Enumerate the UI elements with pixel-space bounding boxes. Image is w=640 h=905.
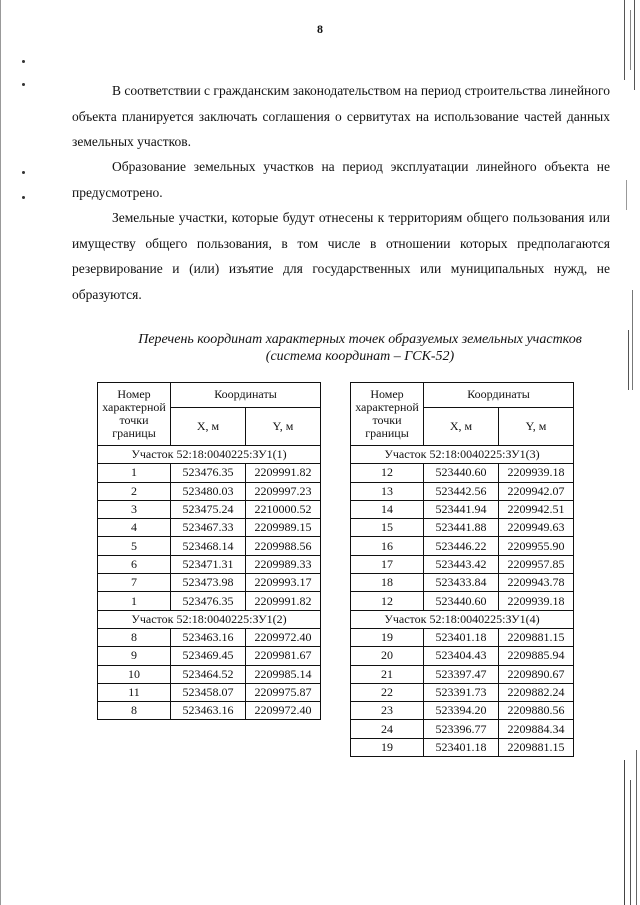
x-coordinate-cell: 523391.73 (424, 683, 499, 701)
section-title: Участок 52:18:0040225:ЗУ1(3) (351, 446, 574, 464)
y-coordinate-cell: 2209890.67 (499, 665, 574, 683)
header-coordinates: Координаты (424, 383, 574, 408)
y-coordinate-cell: 2209997.23 (246, 482, 321, 500)
x-coordinate-cell: 523401.18 (424, 628, 499, 646)
header-point-number: Номер характерной точки границы (98, 383, 171, 446)
section-title: Участок 52:18:0040225:ЗУ1(2) (98, 610, 321, 628)
x-coordinate-cell: 523394.20 (424, 702, 499, 720)
point-number-cell: 4 (98, 519, 171, 537)
point-number-cell: 11 (98, 683, 171, 701)
point-number-cell: 19 (351, 628, 424, 646)
y-coordinate-cell: 2209881.15 (499, 628, 574, 646)
x-coordinate-cell: 523473.98 (171, 574, 246, 592)
table-row (351, 464, 574, 482)
point-number-cell: 10 (98, 665, 171, 683)
table-row (98, 464, 321, 482)
y-coordinate-cell: 2209942.51 (499, 500, 574, 518)
scan-left-edge (0, 0, 2, 905)
x-coordinate-cell: 523464.52 (171, 665, 246, 683)
table-row (351, 628, 574, 646)
y-coordinate-cell: 2209942.07 (499, 482, 574, 500)
table-row (351, 519, 574, 537)
coordinates-table-right (350, 382, 574, 757)
x-coordinate-cell: 523480.03 (171, 482, 246, 500)
table-row (351, 537, 574, 555)
x-coordinate-cell: 523440.60 (424, 592, 499, 610)
header-coordinates: Координаты (171, 383, 321, 408)
scan-right-edge (620, 0, 640, 905)
point-number-cell: 1 (98, 464, 171, 482)
x-coordinate-cell: 523401.18 (424, 738, 499, 756)
table-row (98, 628, 321, 646)
point-number-cell: 2 (98, 482, 171, 500)
section-row (98, 610, 321, 628)
table-row (351, 665, 574, 683)
table-row (98, 482, 321, 500)
table-row (98, 592, 321, 610)
point-number-cell: 7 (98, 574, 171, 592)
point-number-cell: 20 (351, 647, 424, 665)
caption-line-1: Перечень координат характерных точек образуемых земельных участков (138, 332, 582, 347)
point-number-cell: 24 (351, 720, 424, 738)
table-body (351, 446, 574, 757)
table-row (351, 720, 574, 738)
table-row (98, 537, 321, 555)
point-number-cell: 12 (351, 592, 424, 610)
x-coordinate-cell: 523443.42 (424, 555, 499, 573)
x-coordinate-cell: 523463.16 (171, 628, 246, 646)
table-row (98, 519, 321, 537)
table-body (98, 446, 321, 720)
table-row (98, 683, 321, 701)
table-row (98, 555, 321, 573)
table-row (351, 482, 574, 500)
point-number-cell: 3 (98, 500, 171, 518)
x-coordinate-cell: 523471.31 (171, 555, 246, 573)
header-point-number: Номер характерной точки границы (351, 383, 424, 446)
table-row (351, 738, 574, 756)
page-number: 8 (317, 22, 323, 36)
table-row (351, 592, 574, 610)
x-coordinate-cell: 523469.45 (171, 647, 246, 665)
x-coordinate-cell: 523440.60 (424, 464, 499, 482)
y-coordinate-cell: 2209988.56 (246, 537, 321, 555)
point-number-cell: 8 (98, 628, 171, 646)
x-coordinate-cell: 523442.56 (424, 482, 499, 500)
table-row (98, 665, 321, 683)
table-row (351, 702, 574, 720)
y-coordinate-cell: 2209943.78 (499, 574, 574, 592)
point-number-cell: 8 (98, 702, 171, 720)
table-row (98, 702, 321, 720)
point-number-cell: 19 (351, 738, 424, 756)
scan-speck (22, 171, 25, 174)
y-coordinate-cell: 2209885.94 (499, 647, 574, 665)
paragraph-exploitation (72, 154, 610, 205)
section-title: Участок 52:18:0040225:ЗУ1(4) (351, 610, 574, 628)
point-number-cell: 9 (98, 647, 171, 665)
y-coordinate-cell: 2209939.18 (499, 592, 574, 610)
point-number-cell: 17 (351, 555, 424, 573)
y-coordinate-cell: 2209955.90 (499, 537, 574, 555)
point-number-cell: 23 (351, 702, 424, 720)
x-coordinate-cell: 523458.07 (171, 683, 246, 701)
x-coordinate-cell: 523433.84 (424, 574, 499, 592)
y-coordinate-cell: 2209981.67 (246, 647, 321, 665)
coordinates-table-left (97, 382, 321, 720)
point-number-cell: 6 (98, 555, 171, 573)
y-coordinate-cell: 2209884.34 (499, 720, 574, 738)
y-coordinate-cell: 2209989.15 (246, 519, 321, 537)
x-coordinate-cell: 523441.94 (424, 500, 499, 518)
x-coordinate-cell: 523476.35 (171, 464, 246, 482)
y-coordinate-cell: 2209957.85 (499, 555, 574, 573)
y-coordinate-cell: 2209991.82 (246, 592, 321, 610)
paragraph-text: Образование земельных участков на период эксплуатации линейного объекта не предусмотрено. (72, 159, 610, 200)
x-coordinate-cell: 523475.24 (171, 500, 246, 518)
x-coordinate-cell: 523463.16 (171, 702, 246, 720)
x-coordinate-cell: 523441.88 (424, 519, 499, 537)
point-number-cell: 14 (351, 500, 424, 518)
table-row (351, 500, 574, 518)
section-row (351, 446, 574, 464)
y-coordinate-cell: 2209991.82 (246, 464, 321, 482)
point-number-cell: 12 (351, 464, 424, 482)
point-number-cell: 16 (351, 537, 424, 555)
table-row (351, 555, 574, 573)
section-title: Участок 52:18:0040225:ЗУ1(1) (98, 446, 321, 464)
scan-speck (22, 60, 25, 63)
header-x: X, м (424, 407, 499, 445)
header-y: Y, м (246, 407, 321, 445)
header-y: Y, м (499, 407, 574, 445)
y-coordinate-cell: 2210000.52 (246, 500, 321, 518)
y-coordinate-cell: 2209972.40 (246, 702, 321, 720)
y-coordinate-cell: 2209975.87 (246, 683, 321, 701)
section-row (351, 610, 574, 628)
x-coordinate-cell: 523468.14 (171, 537, 246, 555)
point-number-cell: 22 (351, 683, 424, 701)
paragraph-servitude (72, 78, 610, 155)
paragraph-text: Земельные участки, которые будут отнесены к территориям общего пользования или имуществу общего пользования, в том числе в отношении которых предполагаются резервирование и (или) изъятие для государственных или муниципальных нужд, не образуются. (72, 210, 610, 302)
x-coordinate-cell: 523404.43 (424, 647, 499, 665)
x-coordinate-cell: 523446.22 (424, 537, 499, 555)
y-coordinate-cell: 2209989.33 (246, 555, 321, 573)
point-number-cell: 15 (351, 519, 424, 537)
point-number-cell: 5 (98, 537, 171, 555)
x-coordinate-cell: 523476.35 (171, 592, 246, 610)
table-row (351, 647, 574, 665)
y-coordinate-cell: 2209939.18 (499, 464, 574, 482)
y-coordinate-cell: 2209882.24 (499, 683, 574, 701)
table-row (98, 647, 321, 665)
section-row (98, 446, 321, 464)
x-coordinate-cell: 523396.77 (424, 720, 499, 738)
table-row (98, 574, 321, 592)
x-coordinate-cell: 523397.47 (424, 665, 499, 683)
table-caption (100, 331, 620, 365)
point-number-cell: 1 (98, 592, 171, 610)
scan-speck (22, 83, 25, 86)
paragraph-text: В соответствии с гражданским законодательством на период строительства линейного объекта планируется заключать соглашения о сервитутах на использование частей данных земельных участков. (72, 83, 610, 149)
y-coordinate-cell: 2209993.17 (246, 574, 321, 592)
y-coordinate-cell: 2209985.14 (246, 665, 321, 683)
table-row (351, 683, 574, 701)
paragraph-public-use (72, 205, 610, 307)
y-coordinate-cell: 2209881.15 (499, 738, 574, 756)
table-row (98, 500, 321, 518)
header-x: X, м (171, 407, 246, 445)
caption-line-2: (система координат – ГСК-52) (265, 349, 455, 364)
point-number-cell: 18 (351, 574, 424, 592)
point-number-cell: 21 (351, 665, 424, 683)
table-row (351, 574, 574, 592)
y-coordinate-cell: 2209972.40 (246, 628, 321, 646)
x-coordinate-cell: 523467.33 (171, 519, 246, 537)
point-number-cell: 13 (351, 482, 424, 500)
scan-speck (22, 196, 25, 199)
y-coordinate-cell: 2209949.63 (499, 519, 574, 537)
y-coordinate-cell: 2209880.56 (499, 702, 574, 720)
